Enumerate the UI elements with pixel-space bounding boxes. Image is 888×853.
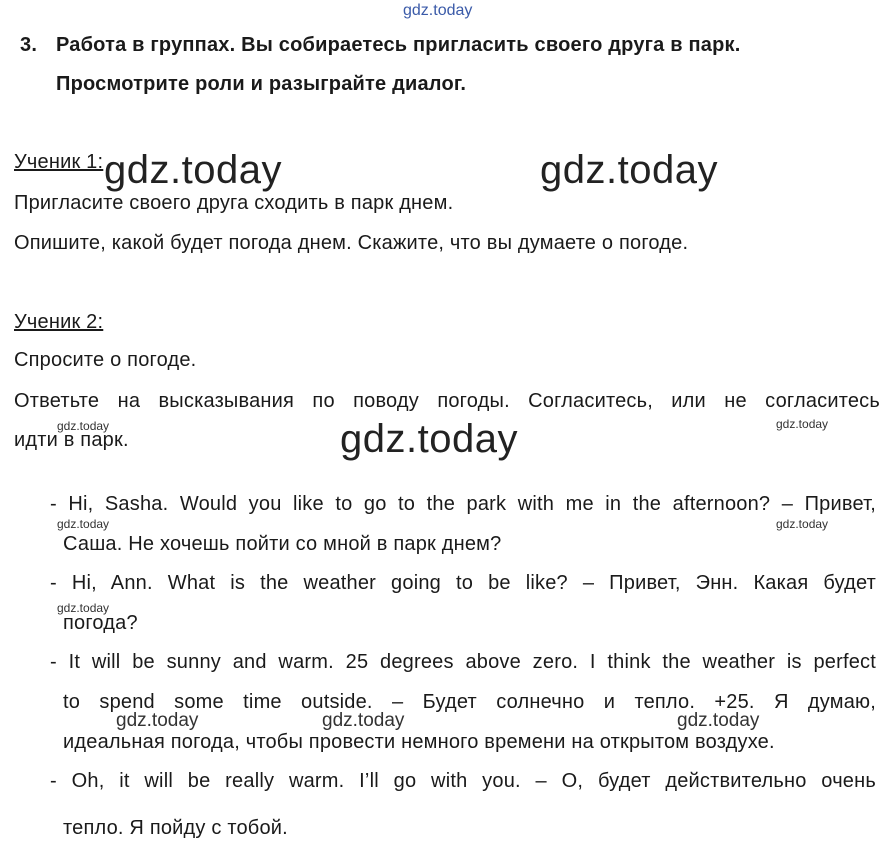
task-title-line2: Просмотрите роли и разыграйте диалог. [56, 73, 467, 95]
dialogue-1-line-2: Саша. Не хочешь пойти со мной в парк днем? [63, 533, 502, 555]
watermark-small-2: gdz.today [776, 417, 829, 431]
dialogue-3-line-1: - It will be sunny and warm. 25 degrees above zero. I think the weather is perfect [50, 651, 876, 673]
watermark-top: gdz.today [403, 2, 473, 19]
dialogue-3-line-2: to spend some time outside. – Будет солнечно и тепло. +25. Я думаю, [63, 691, 876, 713]
watermark-small-5: gdz.today [57, 601, 110, 615]
watermark-large-1: gdz.today [104, 148, 282, 192]
watermark-small-1: gdz.today [57, 419, 110, 433]
student1-instruction-1: Пригласите своего друга сходить в парк днем. [14, 192, 454, 214]
dialogue-1-line-1: - Hi, Sasha. Would you like to go to the park with me in the afternoon? – Привет, [50, 493, 876, 515]
watermark-small-3: gdz.today [57, 517, 110, 531]
watermark-large-2: gdz.today [540, 148, 718, 192]
dialogue-2-line-1: - Hi, Ann. What is the weather going to be like? – Привет, Энн. Какая будет [50, 572, 876, 594]
student1-instruction-2: Опишите, какой будет погода днем. Скажите, что вы думаете о погоде. [14, 232, 689, 254]
dialogue-4-line-2: тепло. Я пойду с тобой. [63, 817, 288, 839]
watermark-mid-3: gdz.today [677, 710, 760, 731]
task-number: 3. [20, 34, 38, 56]
task-title-line1: Работа в группах. Вы собираетесь пригласить своего друга в парк. [56, 34, 741, 56]
watermark-mid-1: gdz.today [116, 710, 199, 731]
dialogue-2-line-2: погода? [63, 612, 138, 634]
watermark-large-3: gdz.today [340, 417, 518, 461]
student2-instruction-2b: идти в парк. [14, 429, 129, 451]
dialogue-4-line-1: - Oh, it will be really warm. I’ll go with you. – О, будет действительно очень [50, 770, 876, 792]
student2-label: Ученик 2: [14, 311, 104, 333]
watermark-mid-2: gdz.today [322, 710, 405, 731]
student1-label: Ученик 1: [14, 151, 104, 173]
student2-instruction-1: Спросите о погоде. [14, 349, 197, 371]
watermark-small-4: gdz.today [776, 517, 829, 531]
dialogue-3-line-3: идеальная погода, чтобы провести немного времени на открытом воздухе. [63, 731, 775, 753]
student2-instruction-2a: Ответьте на высказывания по поводу погоды. Согласитесь, или не согласитесь [14, 390, 880, 412]
